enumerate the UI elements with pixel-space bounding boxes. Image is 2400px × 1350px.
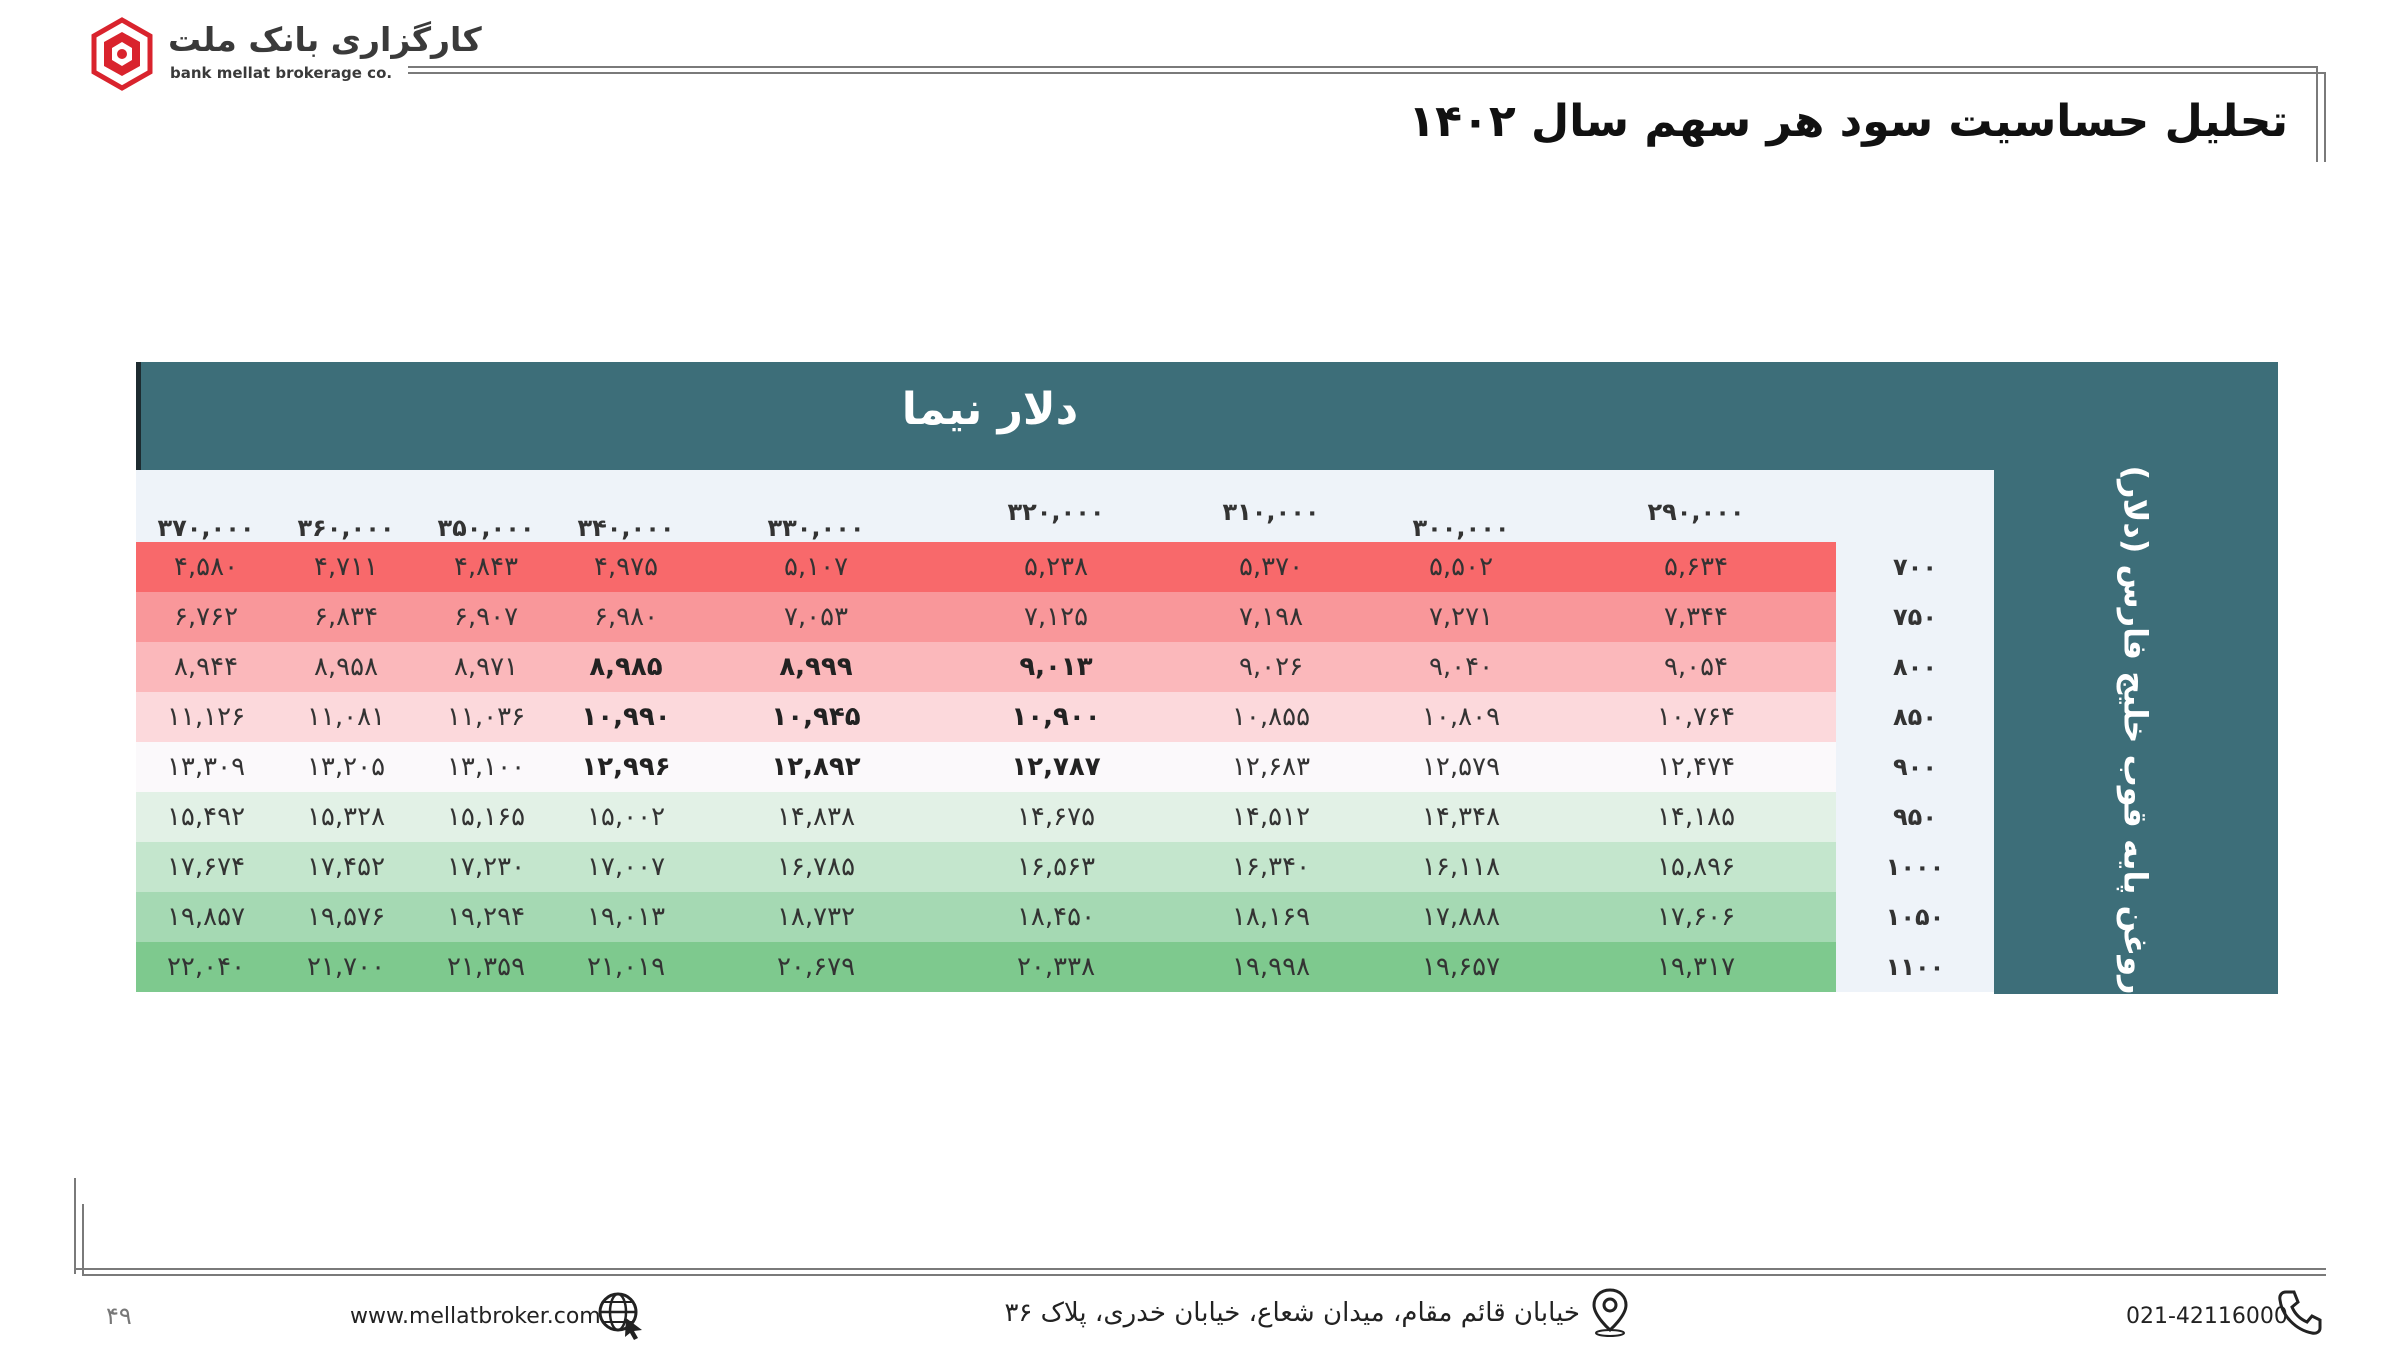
table-row <box>136 942 1994 992</box>
table-cell: ۵,۵۰۲ <box>1428 552 1494 582</box>
row-header: ۸۵۰ <box>1836 692 1994 742</box>
table-cell: ۸,۹۸۵ <box>589 652 663 682</box>
table-cell: ۱۸,۷۳۲ <box>776 902 856 932</box>
table-cell: ۱۱,۰۸۱ <box>306 702 386 732</box>
table-cell: ۴,۷۱۱ <box>313 552 379 582</box>
table-cell: ۸,۹۴۴ <box>173 652 239 682</box>
table-cell: ۷,۱۹۸ <box>1238 602 1304 632</box>
table-cell: ۵,۶۳۴ <box>1663 552 1729 582</box>
table-row <box>136 792 1994 842</box>
page-number: ۴۹ <box>106 1302 132 1330</box>
table-cell: ۱۹,۰۱۳ <box>586 902 666 932</box>
table-cell: ۱۷,۸۸۸ <box>1421 902 1501 932</box>
table-row <box>136 642 1994 692</box>
table-cell: ۱۹,۵۷۶ <box>306 902 386 932</box>
row-header-title: روغن پایه قوب خلیج فارس (دلار) <box>2116 465 2155 995</box>
table-cell: ۱۳,۳۰۹ <box>166 752 246 782</box>
table-cell: ۱۵,۳۲۸ <box>306 802 386 832</box>
table-cell: ۱۲,۹۹۶ <box>581 752 671 782</box>
table-cell: ۴,۸۴۳ <box>453 552 519 582</box>
table-cell: ۱۴,۵۱۲ <box>1231 802 1311 832</box>
table-cell: ۲۱,۷۰۰ <box>306 952 386 982</box>
column-header: ۳۴۰,۰۰۰ <box>577 514 675 542</box>
table-cell: ۵,۱۰۷ <box>783 552 849 582</box>
table-cell: ۸,۹۹۹ <box>779 652 853 682</box>
row-header: ۷۵۰ <box>1836 592 1994 642</box>
header-rule-2 <box>408 72 2326 74</box>
table-cell: ۷,۰۵۳ <box>783 602 849 632</box>
table-row <box>136 742 1994 792</box>
row-header: ۸۰۰ <box>1836 642 1994 692</box>
column-header-title: دلار نیما <box>901 384 1079 435</box>
footer-rule-2 <box>82 1274 2326 1276</box>
table-cell: ۲۰,۶۷۹ <box>776 952 856 982</box>
table-cell: ۱۶,۵۶۳ <box>1016 852 1096 882</box>
row-header: ۹۵۰ <box>1836 792 1994 842</box>
table-cell: ۱۹,۹۹۸ <box>1231 952 1311 982</box>
column-header: ۳۰۰,۰۰۰ <box>1412 514 1510 542</box>
website-link[interactable]: www.mellatbroker.com <box>350 1304 601 1329</box>
table-cell: ۱۲,۶۸۳ <box>1231 752 1311 782</box>
table-cell: ۲۱,۳۵۹ <box>446 952 526 982</box>
table-cell: ۱۷,۲۳۰ <box>446 852 526 882</box>
row-header: ۱۰۰۰ <box>1836 842 1994 892</box>
table-cell: ۱۵,۱۶۵ <box>446 802 526 832</box>
table-cell: ۷,۳۴۴ <box>1663 602 1729 632</box>
brand-name-en: bank mellat brokerage co. <box>170 64 393 82</box>
header-rule <box>408 66 2318 68</box>
table-cell: ۱۹,۲۹۴ <box>446 902 526 932</box>
brand-name-fa: کارگزاری بانک ملت <box>168 20 482 59</box>
footer-rule <box>74 1268 2326 1270</box>
table-cell: ۱۴,۳۴۸ <box>1421 802 1501 832</box>
table-cell: ۹,۰۴۰ <box>1428 652 1494 682</box>
table-cell: ۱۱,۱۲۶ <box>166 702 246 732</box>
table-cell: ۱۴,۱۸۵ <box>1656 802 1736 832</box>
column-header: ۳۵۰,۰۰۰ <box>437 514 535 542</box>
table-cell: ۴,۵۸۰ <box>173 552 239 582</box>
table-cell: ۷,۲۷۱ <box>1428 602 1494 632</box>
logo-mark-icon <box>84 16 160 92</box>
table-cell: ۸,۹۷۱ <box>453 652 519 682</box>
table-cell: ۱۹,۸۵۷ <box>166 902 246 932</box>
footer-rule-vertical-2 <box>82 1204 84 1274</box>
table-cell: ۱۰,۸۰۹ <box>1421 702 1501 732</box>
table-cell: ۱۴,۸۳۸ <box>776 802 856 832</box>
table-cell: ۱۱,۰۳۶ <box>446 702 526 732</box>
column-header: ۲۹۰,۰۰۰ <box>1647 498 1745 526</box>
phone-number[interactable]: 021-42116000 <box>2126 1304 2288 1329</box>
table-cell: ۱۳,۱۰۰ <box>446 752 526 782</box>
table-cell: ۱۹,۶۵۷ <box>1421 952 1501 982</box>
table-cell: ۴,۹۷۵ <box>593 552 659 582</box>
table-cell: ۹,۰۲۶ <box>1238 652 1304 682</box>
row-header-title-wrap <box>2020 465 2250 995</box>
table-cell: ۲۰,۳۳۸ <box>1016 952 1096 982</box>
row-header: ۷۰۰ <box>1836 542 1994 592</box>
table-cell: ۱۰,۹۴۵ <box>771 702 861 732</box>
table-cell: ۲۱,۰۱۹ <box>586 952 666 982</box>
table-cell: ۶,۸۳۴ <box>313 602 379 632</box>
table-cell: ۸,۹۵۸ <box>313 652 379 682</box>
table-cell: ۱۶,۷۸۵ <box>776 852 856 882</box>
column-header: ۳۲۰,۰۰۰ <box>1007 498 1105 526</box>
row-header: ۱۰۵۰ <box>1836 892 1994 942</box>
location-pin-icon <box>1588 1286 1632 1338</box>
globe-icon <box>596 1290 646 1340</box>
table-cell: ۱۰,۹۹۰ <box>581 702 671 732</box>
table-cell: ۱۰,۹۰۰ <box>1011 702 1101 732</box>
column-header: ۳۳۰,۰۰۰ <box>767 514 865 542</box>
column-header: ۳۱۰,۰۰۰ <box>1222 498 1320 526</box>
table-cell: ۱۲,۷۸۷ <box>1011 752 1101 782</box>
table-cell: ۱۴,۶۷۵ <box>1016 802 1096 832</box>
table-cell: ۶,۹۸۰ <box>593 602 659 632</box>
table-cell: ۱۲,۵۷۹ <box>1421 752 1501 782</box>
footer-rule-vertical <box>74 1178 76 1274</box>
table-cell: ۷,۱۲۵ <box>1023 602 1089 632</box>
table-cell: ۱۷,۶۷۴ <box>166 852 246 882</box>
column-header: ۳۷۰,۰۰۰ <box>157 514 255 542</box>
address-text: خیابان قائم مقام، میدان شعاع، خیابان خدری، پلاک ۳۶ <box>1004 1298 1580 1328</box>
table-cell: ۶,۷۶۲ <box>173 602 239 632</box>
row-header: ۱۱۰۰ <box>1836 942 1994 992</box>
table-cell: ۶,۹۰۷ <box>453 602 519 632</box>
table-cell: ۱۶,۳۴۰ <box>1231 852 1311 882</box>
table-cell: ۱۲,۸۹۲ <box>771 752 861 782</box>
table-cell: ۲۲,۰۴۰ <box>166 952 246 982</box>
table-cell: ۱۳,۲۰۵ <box>306 752 386 782</box>
brand-logo <box>84 16 482 92</box>
table-cell: ۱۸,۱۶۹ <box>1231 902 1311 932</box>
header-rule-vertical-2 <box>2324 72 2326 162</box>
table-row <box>136 842 1994 892</box>
column-header: ۳۶۰,۰۰۰ <box>297 514 395 542</box>
table-cell: ۵,۳۷۰ <box>1238 552 1304 582</box>
table-row <box>136 542 1994 592</box>
phone-icon <box>2276 1286 2322 1338</box>
table-cell: ۱۵,۸۹۶ <box>1656 852 1736 882</box>
header-rule-vertical <box>2316 66 2318 162</box>
table-cell: ۵,۲۳۸ <box>1023 552 1089 582</box>
table-cell: ۹,۰۱۳ <box>1019 652 1093 682</box>
table-cell: ۱۰,۸۵۵ <box>1231 702 1311 732</box>
table-cell: ۱۸,۴۵۰ <box>1016 902 1096 932</box>
table-cell: ۱۷,۰۰۷ <box>586 852 666 882</box>
table-accent-bar <box>136 362 141 470</box>
row-header: ۹۰۰ <box>1836 742 1994 792</box>
column-header-row <box>136 470 1994 542</box>
table-cell: ۱۷,۶۰۶ <box>1656 902 1736 932</box>
table-row <box>136 592 1994 642</box>
table-row <box>136 892 1994 942</box>
table-cell: ۱۶,۱۱۸ <box>1421 852 1501 882</box>
table-cell: ۹,۰۵۴ <box>1663 652 1729 682</box>
table-cell: ۱۵,۴۹۲ <box>166 802 246 832</box>
table-cell: ۱۰,۷۶۴ <box>1656 702 1736 732</box>
table-cell: ۱۲,۴۷۴ <box>1656 752 1736 782</box>
table-cell: ۱۷,۴۵۲ <box>306 852 386 882</box>
table-cell: ۱۵,۰۰۲ <box>586 802 666 832</box>
table-row <box>136 692 1994 742</box>
table-cell: ۱۹,۳۱۷ <box>1656 952 1736 982</box>
page-title: تحلیل حساسیت سود هر سهم سال ۱۴۰۲ <box>1408 96 2288 147</box>
